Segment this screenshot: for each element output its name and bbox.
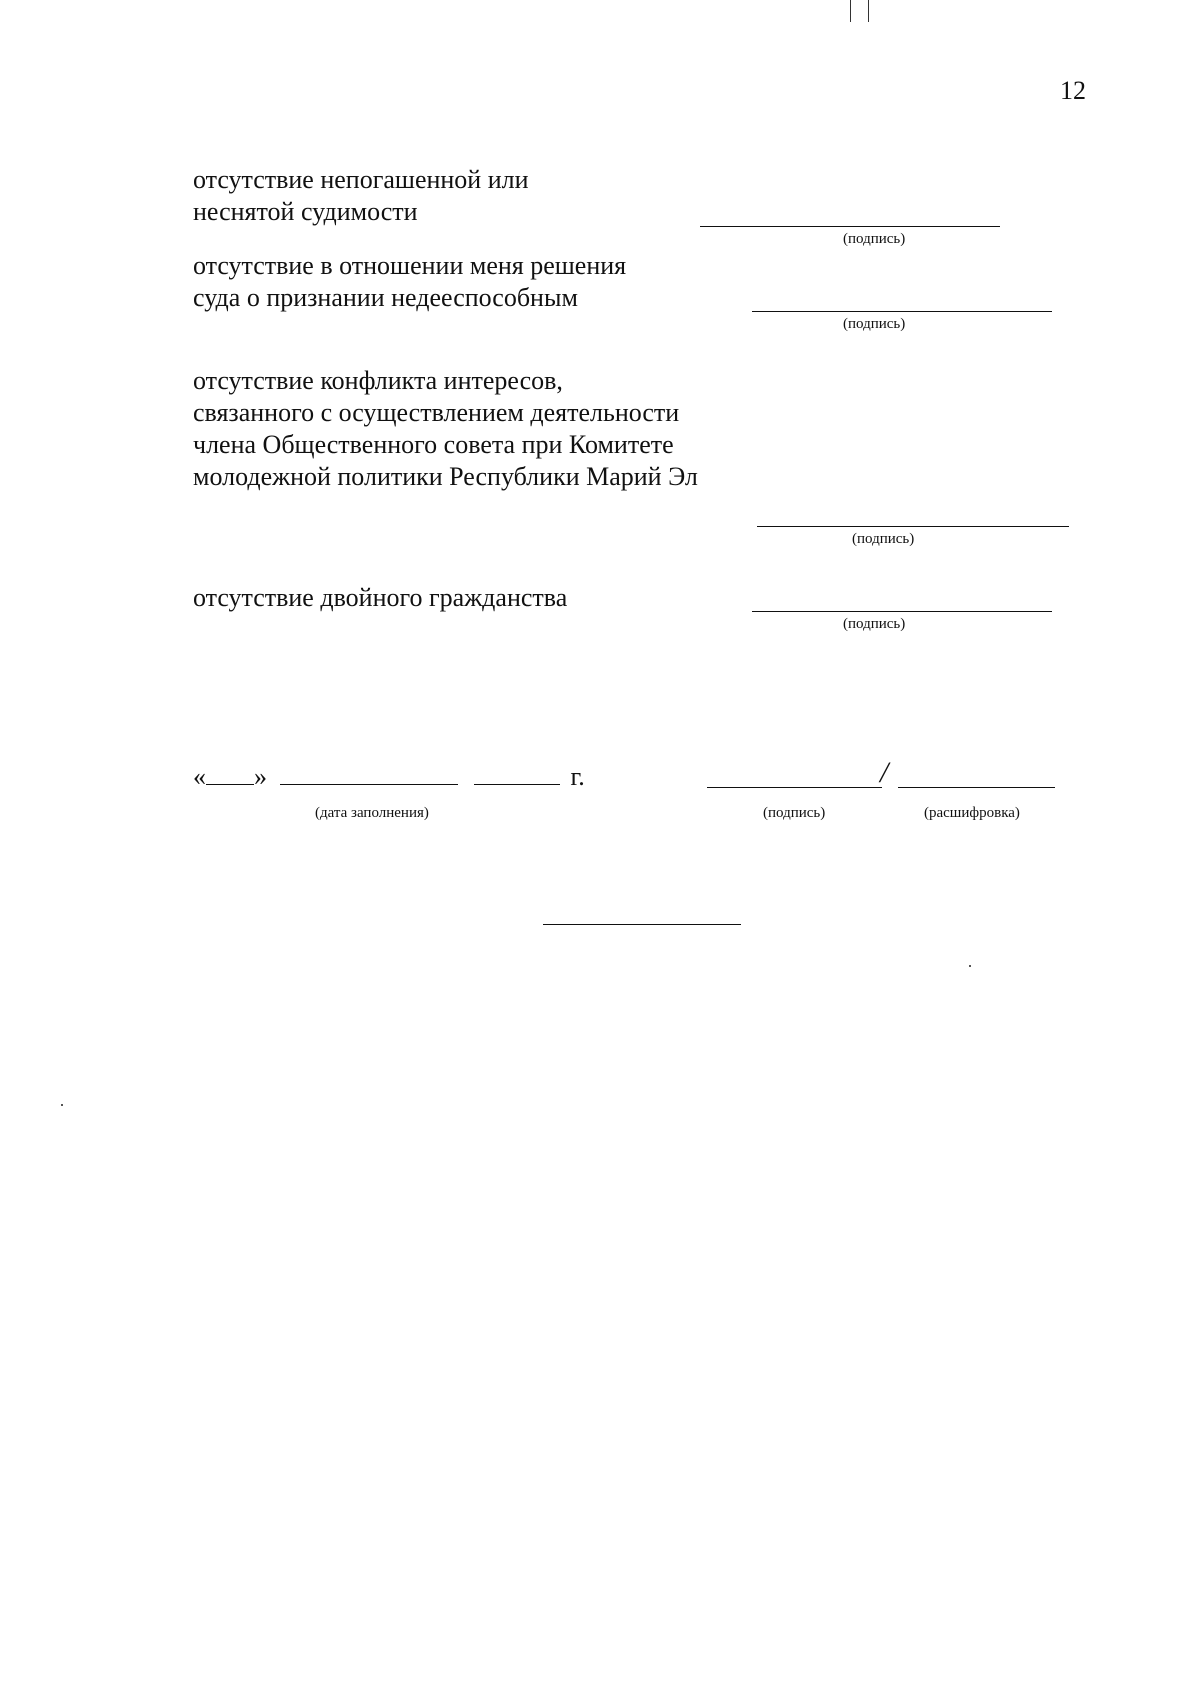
signature-line[interactable] bbox=[757, 526, 1069, 527]
day-field[interactable] bbox=[206, 762, 254, 785]
final-signature-caption: (подпись) bbox=[763, 805, 826, 821]
decoding-caption: (расшифровка) bbox=[924, 805, 1020, 821]
statement-line: отсутствие двойного гражданства bbox=[193, 583, 568, 612]
date-caption: (дата заполнения) bbox=[315, 805, 429, 821]
signature-caption: (подпись) bbox=[843, 616, 906, 632]
signature-line[interactable] bbox=[752, 611, 1052, 612]
statement-line: отсутствие конфликта интересов, bbox=[193, 366, 563, 395]
statement-line: члена Общественного совета при Комитете bbox=[193, 430, 674, 459]
year-field[interactable] bbox=[474, 762, 560, 785]
statement-line: молодежной политики Республики Марий Эл bbox=[193, 462, 698, 491]
signature-caption: (подпись) bbox=[843, 316, 906, 332]
statement-no-dual-citizenship bbox=[193, 582, 567, 614]
signature-caption: (подпись) bbox=[843, 231, 906, 247]
date-field-row bbox=[193, 762, 585, 792]
statement-line: суда о признании недееспособным bbox=[193, 283, 578, 312]
scan-speck bbox=[969, 965, 971, 967]
close-quote: » bbox=[254, 762, 267, 791]
signature-line[interactable] bbox=[752, 311, 1052, 312]
statement-line: отсутствие непогашенной или bbox=[193, 165, 529, 194]
month-field[interactable] bbox=[280, 762, 458, 785]
separator-slash: / bbox=[880, 756, 889, 789]
page-number: 12 bbox=[1060, 76, 1086, 105]
scan-speck bbox=[61, 1104, 63, 1106]
year-suffix: г. bbox=[570, 762, 585, 791]
statement-line: связанного с осуществлением деятельности bbox=[193, 398, 680, 427]
statement-no-criminal-record bbox=[193, 164, 529, 228]
scan-artifact bbox=[848, 0, 872, 22]
signature-caption: (подпись) bbox=[852, 531, 915, 547]
signature-line[interactable] bbox=[700, 226, 1000, 227]
document-end-divider bbox=[543, 924, 741, 925]
final-signature-line[interactable] bbox=[707, 787, 882, 788]
name-decoding-line[interactable] bbox=[898, 787, 1055, 788]
statement-line: отсутствие в отношении меня решения bbox=[193, 251, 627, 280]
statement-no-incapacity-ruling bbox=[193, 250, 626, 314]
statement-no-conflict-of-interest bbox=[193, 365, 698, 493]
statement-line: неснятой судимости bbox=[193, 197, 418, 226]
open-quote: « bbox=[193, 762, 206, 791]
